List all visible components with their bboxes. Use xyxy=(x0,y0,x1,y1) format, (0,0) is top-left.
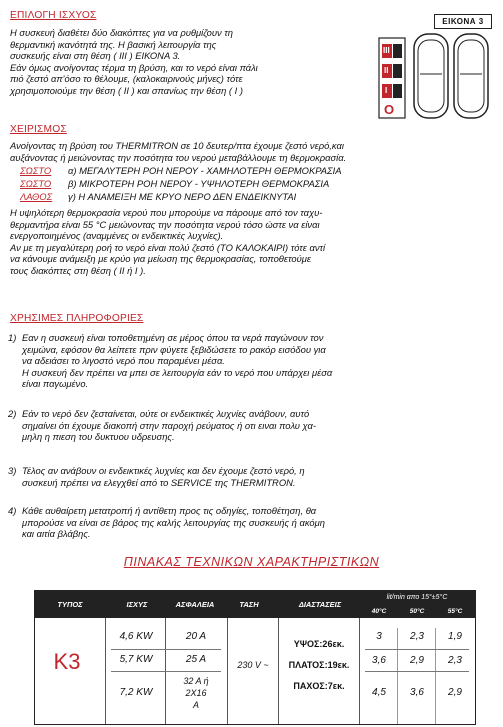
header-t50: 50°C xyxy=(409,608,425,615)
fuse-cell: 20 A xyxy=(185,631,207,642)
flow-55: 2,3 xyxy=(448,655,462,666)
dim-height: ΥΨΟΣ:26εκ. xyxy=(293,639,345,649)
section-title-handling: ΧΕΙΡΙΣΜΟΣ xyxy=(10,124,67,135)
header-type: ΤΥΠΟΣ xyxy=(57,600,83,609)
list-line: είναι παγωμένο. xyxy=(22,378,89,390)
dim-depth: ΠΑΧΟΣ:7εκ. xyxy=(293,681,345,691)
list-line: συσκευή πρέπει να ελεγχθεί από το SERVICE της THERMITRON. xyxy=(22,476,296,488)
handling-row xyxy=(20,165,342,177)
row-divider xyxy=(111,649,221,650)
handling-after-line: Αν με τη μεγαλύτερη ροή το νερό είναι πολύ ζεστό (ΤΟ ΚΑΛΟΚΑΙΡΙ) τότε αντί xyxy=(10,241,326,253)
power-cell: 5,7 KW xyxy=(119,654,153,665)
list-line: να αδειάσει το λιγοστό νερό που παραμένει μέσα. xyxy=(22,355,225,367)
section-title-power: ΕΠΙΛΟΓΗ ΙΣΧΥΟΣ xyxy=(10,10,97,21)
flow-50: 2,3 xyxy=(410,631,424,642)
tech-table-header xyxy=(35,591,475,618)
header-t40: 40°C xyxy=(371,608,387,615)
power-cell: 7,2 KW xyxy=(119,687,153,698)
list-line: Η συσκευή δεν πρέπει να μπει σε λειτουργία εάν το νερό που υπάρχει μέσα xyxy=(22,366,333,378)
list-num: 1) xyxy=(8,332,17,343)
list-line: μηλη η πιεση του δυκτυου υδρευσης. xyxy=(22,431,175,443)
row-text: α) ΜΕΓΑΛΥΤΕΡΗ ΡΟΗ ΝΕΡΟΥ - ΧΑΜΗΛΟΤΕΡΗ ΘΕΡΜΟΚΡΑΣΙΑ xyxy=(68,165,342,176)
col-divider xyxy=(397,628,398,724)
model-name: K3 xyxy=(53,649,81,674)
header-fuse: ΑΣΦΑΛΕΙΑ xyxy=(175,600,215,609)
handling-intro-line: αυξάνοντας ή μειώνοντας την ποσότητα του νερού μεταβάλλουμε τη θερμοκρασία. xyxy=(10,151,347,163)
col-divider xyxy=(435,628,436,724)
handling-after-line: τους διακόπτες στη θέση ( II ή I ). xyxy=(10,264,146,276)
header-flow: lit/min απο 15°±5°C xyxy=(386,594,448,601)
power-line: Η συσκευή διαθέτει δύο διακόπτες για να ρυθμίζουν τη xyxy=(10,27,234,38)
header-voltage: ΤΑΣΗ xyxy=(239,600,259,609)
handling-after-line: ενεργοποιημένος (αναμμένες οι ενδεικτικές λυχνίες). xyxy=(10,230,224,242)
handling-row xyxy=(20,178,329,190)
list-line: Εάν το νερό δεν ζεσταίνεται, ούτε οι ενδεικτικές λυχνίες ανάβουν, αυτό xyxy=(22,408,310,419)
flow-40: 4,5 xyxy=(372,687,386,698)
col-divider xyxy=(359,618,360,724)
list-line: χειμώνα, εφόσον θα λείπετε πριν φύγετε ξεβιδώσετε το ρακόρ εισόδου για xyxy=(22,343,326,355)
col-divider xyxy=(278,618,279,724)
power-line: συσκευής είναι στη θέση ( III ) ΕΙΚΟΝΑ 3. xyxy=(10,50,181,62)
list-item xyxy=(8,332,492,390)
switch-mark-iii: III xyxy=(383,46,390,55)
power-text xyxy=(10,27,370,97)
row-tag: ΣΩΣΤΟ xyxy=(20,178,52,189)
row-tag: ΣΩΣΤΟ xyxy=(20,165,52,176)
list-num: 2) xyxy=(8,408,17,419)
header-power: ΙΣΧΥΣ xyxy=(126,600,148,609)
list-num: 4) xyxy=(8,505,17,516)
list-line: σημαίνει ότι έχουμε διακοπή στην παροχή ρεύματος ή οτι ειναι πολυ χα- xyxy=(22,419,316,431)
flow-55: 1,9 xyxy=(448,631,462,642)
tech-table-title: ΠΙΝΑΚΑΣ ΤΕΧΝΙΚΩΝ ΧΑΡΑΚΤΗΡΙΣΤΙΚΩΝ xyxy=(123,555,380,569)
col-divider xyxy=(227,618,228,724)
list-item xyxy=(8,505,492,540)
row-divider xyxy=(365,649,469,650)
figure-3 xyxy=(376,14,492,122)
row-text: β) ΜΙΚΡΟΤΕΡΗ ΡΟΗ ΝΕΡΟΥ - ΥΨΗΛΟΤΕΡΗ ΘΕΡΜΟΚΡΑΣΙΑ xyxy=(68,178,330,189)
switch-mark-o: O xyxy=(384,102,395,117)
handling-row xyxy=(20,191,296,203)
handling-intro xyxy=(10,140,494,163)
list-line: Κάθε αυθαίρετη μετατροπή ή αντίθετη προς τις οδηγίες, τοποθέτηση, θα xyxy=(22,505,317,516)
flow-50: 2,9 xyxy=(410,655,424,666)
switch-mark-i: I xyxy=(385,86,388,95)
row-divider xyxy=(111,671,221,672)
dim-width: ΠΛΑΤΟΣ:19εκ. xyxy=(288,660,350,670)
figure-label: ΕΙΚΟΝΑ 3 xyxy=(434,14,492,29)
handling-intro-line: Ανοίγοντας τη βρύση του THERMITRON σε 10 δευτερ/πτα έχουμε ζεστό νερό,και xyxy=(10,140,344,151)
list-item xyxy=(8,408,492,443)
row-divider xyxy=(365,671,469,672)
list-num: 3) xyxy=(8,465,17,476)
handling-after-line: να κάνουμε ανάμειξη με κρύο για μείωση της θερμοκρασίας, τοποθετούμε xyxy=(10,253,311,265)
col-divider xyxy=(105,618,106,724)
header-dims: ΔΙΑΣΤΑΣΕΙΣ xyxy=(298,600,342,609)
power-line: χρησιμοποιούμε την θέση ( II ) και σπανίως την θέση ( I ) xyxy=(10,84,243,96)
list-line: Εαν η συσκευή είναι τοποθετημένη σε μέρος όπου τα νερά παγώνουν τον xyxy=(22,332,324,343)
handling-after xyxy=(10,207,494,277)
power-line: πιό ζεστό απ'όσο το θέλουμε, (καλοκαιρινούς μήνες) τότε xyxy=(10,73,243,85)
list-line: μπορούσε να είναι σε βάρος της καλής λειτουργίας της συσκευής ή ακόμη xyxy=(22,516,325,528)
header-t55: 55°C xyxy=(447,608,463,615)
power-cell: 4,6 KW xyxy=(119,631,153,642)
power-line: θερμαντική ικανότητά της. Η βασική λειτουργία της xyxy=(10,38,217,50)
row-text: γ) Η ΑΝΑΜΕΙΞΗ ΜΕ ΚΡΥΟ ΝΕΡΟ ΔΕΝ ΕΝΔΕΙΚΝΥΤΑΙ xyxy=(68,191,297,202)
list-line: Τέλος αν ανάβουν οι ενδεικτικές λυχνίες και δεν έχουμε ζεστό νερό, η xyxy=(22,465,305,476)
fuse-cell: 25 A xyxy=(185,654,207,665)
list-item xyxy=(8,465,492,488)
section-title-useful: ΧΡΗΣΙΜΕΣ ΠΛΗΡΟΦΟΡΙΕΣ xyxy=(10,313,144,324)
flow-55: 2,9 xyxy=(448,687,462,698)
switch-mark-ii: II xyxy=(384,66,389,75)
tech-table xyxy=(34,590,476,725)
flow-40: 3 xyxy=(376,631,382,642)
voltage-cell: 230 V ~ xyxy=(237,660,269,670)
fuse-cell: 32 A ή 2Χ16 A xyxy=(183,676,209,710)
flow-40: 3,6 xyxy=(372,655,386,666)
list-line: και αιτία βλάβης. xyxy=(22,528,91,540)
row-tag: ΛΑΘΟΣ xyxy=(20,191,53,202)
handling-after-line: θερμαντήρα είναι 55 °C μειώνοντας την ποσότητα νερού τόσο ώστε να είναι xyxy=(10,218,320,230)
power-line: Εάν όμως ανοίγοντας τέρμα τη βρύση, και το νερό είναι πάλι xyxy=(10,61,258,73)
handling-after-line: Η υψηλότερη θερμοκρασία νερού που μπορούμε να πάρουμε από τον ταχυ- xyxy=(10,207,323,218)
flow-50: 3,6 xyxy=(410,687,424,698)
